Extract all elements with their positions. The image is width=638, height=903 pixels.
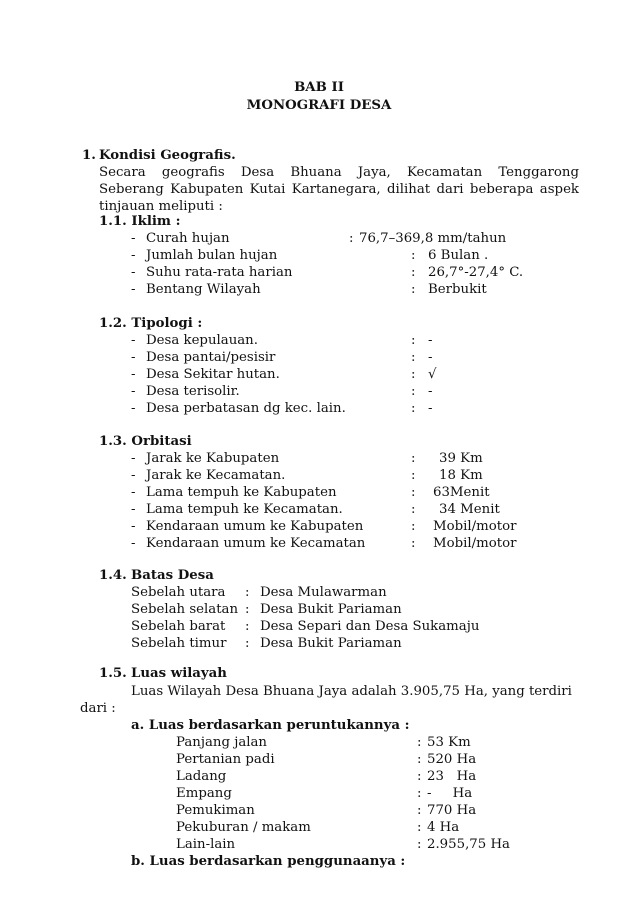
tipologi-value: √: [428, 367, 437, 382]
iklim-value: Berbukit: [428, 282, 487, 297]
tipologi-label: Desa kepulauan.: [146, 333, 258, 348]
tipologi-heading: 1.2. Tipologi :: [99, 316, 203, 331]
luas-sub-a-heading: a. Luas berdasarkan peruntukannya :: [131, 718, 410, 733]
tipologi-label: Desa terisolir.: [146, 384, 240, 399]
orbitasi-value: 39 Km: [439, 451, 483, 466]
luas-sep: :: [417, 752, 422, 767]
batas-heading: Batas Desa: [131, 568, 214, 583]
luas-label: Pemukiman: [176, 803, 255, 818]
iklim-label: Suhu rata-rata harian: [146, 265, 293, 280]
iklim-value: 26,7°-27,4° C.: [428, 265, 524, 280]
list-dash: -: [131, 519, 136, 534]
batas-label: Sebelah barat: [131, 619, 226, 634]
batas-sep: :: [245, 585, 250, 600]
tipologi-value: -: [428, 333, 433, 348]
tipologi-value: -: [428, 384, 433, 399]
orbitasi-value: 34 Menit: [439, 502, 500, 517]
luas-sep: :: [417, 786, 422, 801]
list-dash: -: [131, 401, 136, 416]
intro-line-2: Seberang Kabupaten Kutai Kartanegara, dilihat dari beberapa aspek: [99, 182, 579, 197]
iklim-sep: :: [411, 265, 416, 280]
tipologi-value: -: [428, 401, 433, 416]
luas-label: Panjang jalan: [176, 735, 267, 750]
orbitasi-value: 63Menit: [433, 485, 490, 500]
tipologi-sep: :: [411, 384, 416, 399]
luas-sep: :: [417, 837, 422, 852]
tipologi-sep: :: [411, 401, 416, 416]
page-title: MONOGRAFI DESA: [246, 98, 392, 113]
luas-sep: :: [417, 769, 422, 784]
luas-sep: :: [417, 735, 422, 750]
luas-label: Lain-lain: [176, 837, 236, 852]
luas-value: 2.955,75 Ha: [427, 837, 510, 852]
iklim-label: Curah hujan: [146, 231, 230, 246]
tipologi-label: Desa perbatasan dg kec. lain.: [146, 401, 346, 416]
orbitasi-value: Mobil/motor: [433, 519, 517, 534]
tipologi-label: Desa Sekitar hutan.: [146, 367, 280, 382]
batas-sep: :: [245, 619, 250, 634]
orbitasi-sep: :: [411, 451, 416, 466]
luas-sub-b-heading: b. Luas berdasarkan penggunaanya :: [131, 854, 406, 869]
luas-value: 23 Ha: [427, 769, 477, 784]
luas-value: - Ha: [427, 786, 473, 801]
intro-line-3: tinjauan meliputi :: [99, 199, 223, 214]
luas-paragraph-line-1: Luas Wilayah Desa Bhuana Jaya adalah 3.905,75 Ha, yang terdiri: [131, 684, 572, 699]
orbitasi-label: Kendaraan umum ke Kecamatan: [146, 536, 366, 551]
batas-number: 1.4.: [99, 568, 127, 583]
tipologi-sep: :: [411, 367, 416, 382]
luas-label: Pekuburan / makam: [176, 820, 311, 835]
orbitasi-value: Mobil/motor: [433, 536, 517, 551]
section-number: 1.: [82, 148, 96, 163]
luas-value: 520 Ha: [427, 752, 477, 767]
tipologi-value: -: [428, 350, 433, 365]
list-dash: -: [131, 282, 136, 297]
tipologi-label: Desa pantai/pesisir: [146, 350, 276, 365]
luas-sep: :: [417, 820, 422, 835]
orbitasi-heading: 1.3. Orbitasi: [99, 434, 192, 449]
orbitasi-sep: :: [411, 536, 416, 551]
batas-label: Sebelah selatan: [131, 602, 239, 617]
list-dash: -: [131, 248, 136, 263]
orbitasi-label: Jarak ke Kabupaten: [146, 451, 280, 466]
iklim-value: 76,7–369,8 mm/tahun: [359, 231, 507, 246]
list-dash: -: [131, 468, 136, 483]
iklim-value: 6 Bulan .: [428, 248, 489, 263]
chapter-label: BAB II: [294, 80, 344, 95]
list-dash: -: [131, 350, 136, 365]
iklim-label: Bentang Wilayah: [146, 282, 261, 297]
batas-label: Sebelah timur: [131, 636, 227, 651]
tipologi-sep: :: [411, 333, 416, 348]
list-dash: -: [131, 502, 136, 517]
batas-value: Desa Mulawarman: [260, 585, 387, 600]
luas-label: Ladang: [176, 769, 227, 784]
luas-value: 53 Km: [427, 735, 471, 750]
list-dash: -: [131, 536, 136, 551]
luas-value: 4 Ha: [427, 820, 460, 835]
orbitasi-sep: :: [411, 468, 416, 483]
luas-heading: Luas wilayah: [131, 666, 227, 681]
list-dash: -: [131, 265, 136, 280]
orbitasi-label: Kendaraan umum ke Kabupaten: [146, 519, 364, 534]
luas-number: 1.5.: [99, 666, 127, 681]
batas-value: Desa Separi dan Desa Sukamaju: [260, 619, 480, 634]
list-dash: -: [131, 451, 136, 466]
list-dash: -: [131, 384, 136, 399]
batas-sep: :: [245, 602, 250, 617]
section-title: Kondisi Geografis.: [99, 148, 236, 163]
intro-line-1: Secara geografis Desa Bhuana Jaya, Kecamatan Tenggarong: [99, 165, 579, 180]
batas-value: Desa Bukit Pariaman: [260, 602, 402, 617]
orbitasi-value: 18 Km: [439, 468, 483, 483]
batas-label: Sebelah utara: [131, 585, 226, 600]
iklim-label: Jumlah bulan hujan: [146, 248, 278, 263]
list-dash: -: [131, 333, 136, 348]
luas-sep: :: [417, 803, 422, 818]
luas-value: 770 Ha: [427, 803, 477, 818]
iklim-heading: 1.1. Iklim :: [99, 214, 181, 229]
orbitasi-sep: :: [411, 485, 416, 500]
iklim-sep: :: [349, 231, 354, 246]
orbitasi-sep: :: [411, 519, 416, 534]
iklim-sep: :: [411, 282, 416, 297]
list-dash: -: [131, 367, 136, 382]
iklim-sep: :: [411, 248, 416, 263]
luas-paragraph-line-2: dari :: [80, 701, 116, 716]
batas-sep: :: [245, 636, 250, 651]
orbitasi-label: Lama tempuh ke Kecamatan.: [146, 502, 343, 517]
tipologi-sep: :: [411, 350, 416, 365]
batas-value: Desa Bukit Pariaman: [260, 636, 402, 651]
list-dash: -: [131, 485, 136, 500]
orbitasi-sep: :: [411, 502, 416, 517]
orbitasi-label: Lama tempuh ke Kabupaten: [146, 485, 337, 500]
luas-label: Pertanian padi: [176, 752, 275, 767]
orbitasi-label: Jarak ke Kecamatan.: [146, 468, 286, 483]
list-dash: -: [131, 231, 136, 246]
luas-label: Empang: [176, 786, 232, 801]
